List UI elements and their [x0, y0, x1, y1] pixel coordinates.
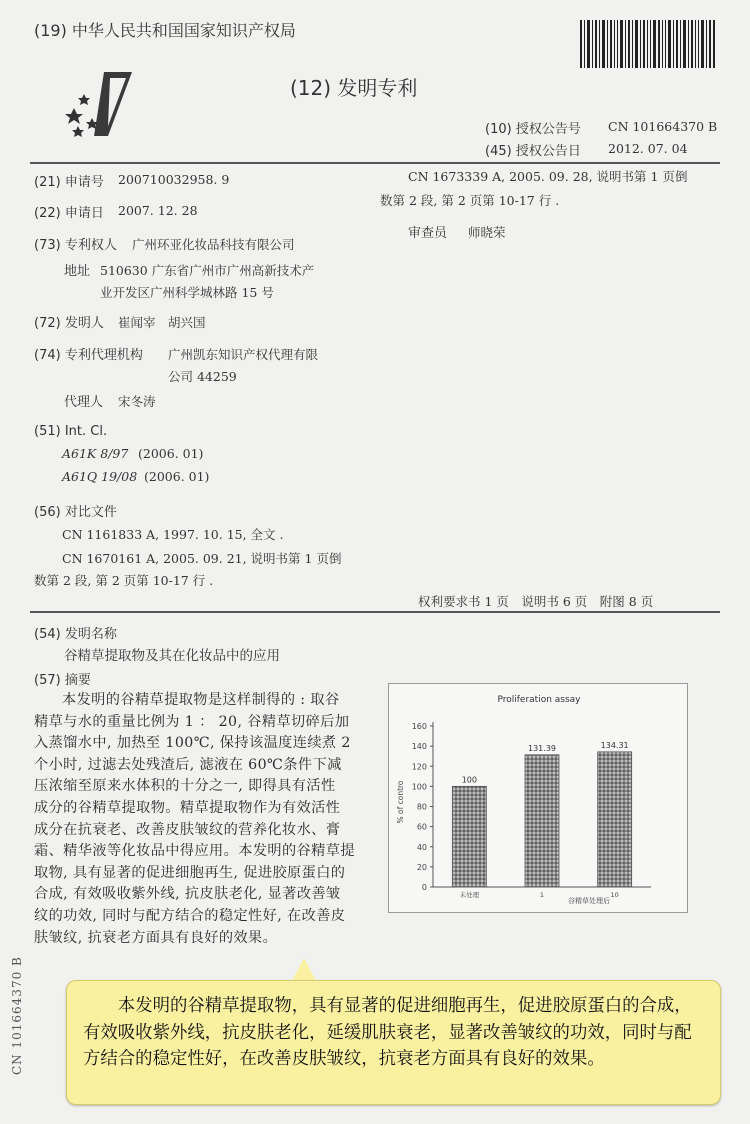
grant-pub-no: CN 101664370 B: [608, 119, 718, 134]
abstract-line: 合成, 有效吸收紫外线, 抗皮肤老化, 显著改善皱: [34, 886, 341, 903]
chart-bar: [452, 786, 486, 887]
reference-1: CN 1161833 A, 1997. 10. 15, 全文 .: [62, 527, 284, 542]
address-line-2: 业开发区广州科学城林路 15 号: [100, 285, 274, 300]
app-date: 2007. 12. 28: [118, 203, 198, 218]
chart-y-tick-label: 120: [411, 762, 427, 772]
patentee: 广州环亚化妆品科技有限公司: [132, 237, 295, 252]
reference-3-line-2: 数第 2 段, 第 2 页第 10-17 行 .: [380, 193, 560, 208]
chart-y-tick-label: 100: [411, 782, 427, 792]
agent: 宋冬涛: [118, 394, 156, 409]
intcl-label: (51) Int. Cl.: [34, 424, 108, 439]
chart-y-tick-label: 40: [416, 842, 427, 852]
app-no: 200710032958. 9: [118, 172, 230, 187]
reference-2-line-1: CN 1670161 A, 2005. 09. 21, 说明书第 1 页倒: [62, 551, 342, 566]
chart-value-label: 131.39: [528, 743, 556, 753]
callout-pointer: [292, 958, 316, 981]
proliferation-chart: [388, 683, 688, 913]
app-date-label: (22) 申请日: [34, 206, 104, 221]
section-rule: [30, 611, 720, 613]
abstract-body: [34, 690, 380, 949]
abstract-line: 入蒸馏水中, 加热至 100℃, 保持该温度连续煮 2: [34, 735, 351, 752]
examiner-label: 审查员: [408, 226, 448, 241]
patentee-label: (73) 专利权人: [34, 238, 117, 253]
app-no-label: (21) 申请号: [34, 175, 104, 190]
agency-label: (74) 专利代理机构: [34, 348, 143, 363]
chart-x-axis-label: 谷精草处理后: [568, 897, 610, 905]
title-label: (54) 发明名称: [34, 627, 117, 642]
abstract-label: (57) 摘要: [34, 673, 91, 688]
issuing-office: (19) 中华人民共和国国家知识产权局: [34, 21, 296, 40]
inventor-label: (72) 发明人: [34, 316, 104, 331]
callout-text: 本发明的谷精草提取物，具有显著的促进细胞再生，促进胶原蛋白的合成，有效吸收紫外线，抗皮肤老化，延缓肌肤衰老，显著改善皱纹的功效，同时与配方结合的稳定性好，在改善皮肤皱纹，抗衰老方面具有良好的效果。: [83, 996, 692, 1069]
agency-line-1: 广州凯东知识产权代理有限: [168, 347, 319, 362]
chart-y-tick-label: 60: [416, 822, 427, 832]
intcl-1-date: (2006. 01): [138, 446, 204, 461]
abstract-line: 霜、精华液等化妆品中得应用。本发明的谷精草提: [34, 843, 355, 860]
chart-bar: [525, 755, 559, 887]
address-line-1: 510630 广东省广州市广州高新技术产: [100, 263, 315, 278]
summary-callout: [66, 980, 721, 1105]
chart-value-label: 134.31: [600, 740, 629, 750]
chart-bar: [598, 752, 632, 887]
agency-line-2: 公司 44259: [168, 369, 237, 384]
chart-value-label: 100: [461, 775, 477, 785]
abstract-line: 个小时, 过滤去处残渣后, 滤液在 60℃条件下减: [34, 756, 342, 773]
grant-pub-date: 2012. 07. 04: [608, 141, 688, 156]
chart-y-tick-label: 80: [416, 802, 427, 812]
abstract-line: 精草与水的重量比例为 1 ： 20, 谷精草切碎后加: [34, 713, 350, 730]
chart-y-tick-label: 20: [416, 862, 427, 872]
address-label: 地址: [64, 264, 91, 279]
examiner: 师晓荣: [468, 225, 506, 240]
chart-svg: [389, 684, 689, 914]
chart-category-label: 未处理: [459, 891, 480, 899]
chart-y-tick-label: 160: [411, 722, 427, 731]
intcl-2-code: A61Q 19/08: [62, 469, 138, 484]
chart-y-tick-label: 0: [421, 883, 427, 892]
abstract-line: 压浓缩至原来水体积的十分之一, 即得具有活性: [34, 778, 336, 795]
refs-label: (56) 对比文件: [34, 505, 117, 520]
document-type: (12) 发明专利: [290, 76, 418, 100]
chart-y-axis-label: % of contro: [396, 780, 405, 824]
abstract-line: 纹的功效, 同时与配方结合的稳定性好, 在改善皮: [34, 907, 346, 924]
invention-title: 谷精草提取物及其在化妆品中的应用: [64, 648, 280, 664]
reference-3-line-1: CN 1673339 A, 2005. 09. 28, 说明书第 1 页倒: [408, 169, 688, 184]
abstract-line: 成分的谷精草提取物。精草提取物作为有效活性: [34, 799, 341, 816]
intcl-1-code: A61K 8/97: [62, 446, 129, 461]
chart-category-label: 1: [539, 891, 545, 899]
abstract-line: 成分在抗衰老、改善皮肤皱纹的营养化妆水、膏: [34, 821, 341, 838]
abstract-line: 本发明的谷精草提取物是这样制得的 : 取谷: [62, 692, 340, 708]
cnipa-logo-icon: [64, 68, 144, 140]
grant-pub-date-label: (45) 授权公告日: [485, 144, 581, 159]
abstract-line: 取物, 具有显著的促进细胞再生, 促进胶原蛋白的: [34, 864, 346, 881]
reference-2-line-2: 数第 2 段, 第 2 页第 10-17 行 .: [34, 573, 214, 588]
side-pub-number: CN 101664370 B: [10, 956, 24, 1075]
page-counts: 权利要求书 1 页 说明书 6 页 附图 8 页: [418, 594, 654, 609]
intcl-2-date: (2006. 01): [144, 469, 210, 484]
agent-label: 代理人: [64, 395, 104, 410]
abstract-line: 肤皱纹, 抗衰老方面具有良好的效果。: [34, 929, 278, 946]
chart-category-label: 10: [610, 891, 619, 899]
chart-y-tick-label: 140: [411, 742, 427, 752]
chart-title: Proliferation assay: [497, 695, 581, 705]
grant-pub-no-label: (10) 授权公告号: [485, 122, 581, 137]
barcode: [580, 20, 716, 68]
inventors: 崔闻宰 胡兴国: [118, 315, 206, 330]
header-rule: [30, 162, 720, 164]
